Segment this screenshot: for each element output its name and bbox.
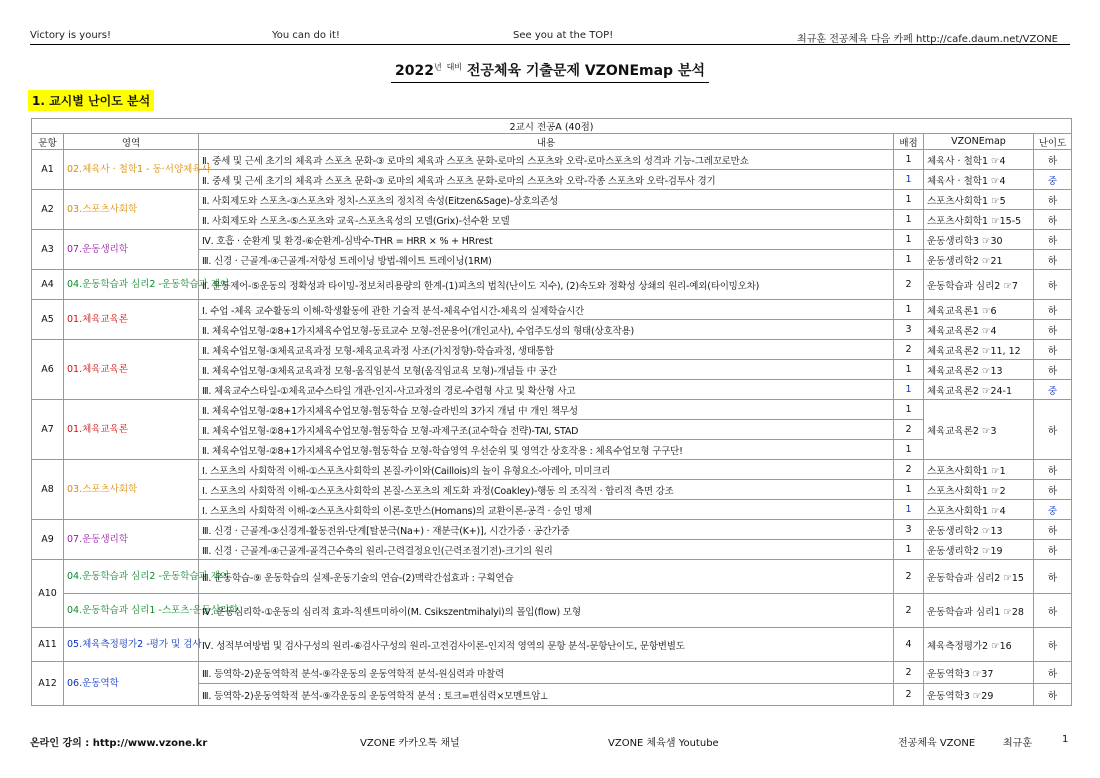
map-cell: 운동학습과 심리2 ☞7	[924, 270, 1034, 300]
score-cell: 1	[894, 400, 924, 420]
area-cell: 03.스포츠사회학	[64, 460, 199, 520]
difficulty-cell: 하	[1034, 400, 1072, 460]
table-row	[32, 628, 1072, 662]
question-number: A9	[32, 520, 64, 560]
score-cell: 1	[894, 440, 924, 460]
map-cell: 운동생리학2 ☞13	[924, 520, 1034, 540]
content-cell: Ⅰ. 스포츠의 사회학적 이해-①스포츠사회학의 본질-카이와(Caillois)의 놀이 유형요소-아레아, 미미크리	[199, 460, 894, 480]
score-cell: 2	[894, 594, 924, 628]
map-cell: 체육교육론2 ☞13	[924, 360, 1034, 380]
difficulty-cell: 하	[1034, 360, 1072, 380]
content-cell: Ⅳ. 호흡 · 순환계 및 환경-⑥순환계-심박수-THR = HRR × % + HRrest	[199, 230, 894, 250]
difficulty-cell: 하	[1034, 340, 1072, 360]
score-cell: 1	[894, 210, 924, 230]
map-cell: 체육측정평가2 ☞16	[924, 628, 1034, 662]
column-headers	[32, 134, 1072, 150]
difficulty-cell: 중	[1034, 170, 1072, 190]
question-number: A2	[32, 190, 64, 230]
map-cell: 운동생리학2 ☞19	[924, 540, 1034, 560]
score-cell: 1	[894, 380, 924, 400]
map-cell: 체육교육론1 ☞6	[924, 300, 1034, 320]
table-row	[32, 594, 1072, 628]
content-cell: Ⅲ. 신경 · 근골계-④근골계-골격근수축의 원리-근력결정요인(근력조절기전)-크기의 원리	[199, 540, 894, 560]
table-row	[32, 190, 1072, 210]
area-cell: 04.운동학습과 심리1 -스포츠·운동심리학	[64, 594, 199, 628]
analysis-table	[31, 118, 1072, 706]
col-map: VZONEmap	[924, 134, 1034, 150]
col-content: 내용	[199, 134, 894, 150]
difficulty-cell: 하	[1034, 320, 1072, 340]
author-name: 최규훈	[1003, 738, 1032, 749]
difficulty-cell: 하	[1034, 628, 1072, 662]
table-row	[32, 520, 1072, 540]
content-cell: Ⅱ. 운동제어-⑤운동의 정확성과 타이밍-정보처리용량의 한계-(1)피츠의 법칙(난이도 지수), (2)속도와 정확성 상쇄의 원리-예외(타이밍오차)	[199, 270, 894, 300]
period-header: 2교시 전공A (40점)	[32, 119, 1072, 134]
section-heading: 1. 교시별 난이도 분석	[28, 90, 154, 111]
question-number: A12	[32, 662, 64, 706]
table-row	[32, 270, 1072, 300]
content-cell: Ⅱ. 중세 및 근세 초기의 체육과 스포츠 문화-③ 로마의 체육과 스포츠 문화-로마의 스포츠와 오락-각종 스포츠와 오락-검투사 경기	[199, 170, 894, 190]
difficulty-cell: 하	[1034, 520, 1072, 540]
area-cell: 04.운동학습과 심리2 -운동학습과 제어	[64, 560, 199, 594]
content-cell: Ⅱ. 체육수업모형-②8+1가지체육수업모형-협동학습 모형-학습영역 우선순위 및 영역간 상호작용 : 체육수업모형 구구단!	[199, 440, 894, 460]
table-row	[32, 662, 1072, 684]
map-cell: 체육교육론2 ☞4	[924, 320, 1034, 340]
content-cell: Ⅱ. 중세 및 근세 초기의 체육과 스포츠 문화-③ 로마의 체육과 스포츠 문화-로마의 스포츠와 오락-로마스포츠의 성격과 기능-그레꼬로만쇼	[199, 150, 894, 170]
content-cell: Ⅰ. 스포츠의 사회학적 이해-①스포츠사회학의 본질-스포츠의 제도화 과정(Coakley)-행동 의 조직적 · 합리적 측면 강조	[199, 480, 894, 500]
content-cell: Ⅲ. 체육교수스타일-①체육교수스타일 개관-인지-사고과정의 경로-수렴형 사고 및 확산형 사고	[199, 380, 894, 400]
score-cell: 2	[894, 460, 924, 480]
question-number: A3	[32, 230, 64, 270]
score-cell: 2	[894, 270, 924, 300]
content-cell: Ⅱ. 체육수업모형-②8+1가지체육수업모형-협동학습 모형-과제구조(교수학습 전략)-TAI, STAD	[199, 420, 894, 440]
content-cell: Ⅰ. 수업 -체육 교수활동의 이해-학생활동에 관한 기술적 분석-체육수업시간-체육의 실제학습시간	[199, 300, 894, 320]
area-cell: 01.체육교육론	[64, 340, 199, 400]
content-cell: Ⅰ. 스포츠의 사회학적 이해-②스포츠사회학의 이론-호만스(Homans)의 교환이론-공격 · 승인 명제	[199, 500, 894, 520]
table-row	[32, 230, 1072, 250]
content-cell: Ⅲ. 신경 · 근골계-④근골계-저항성 트레이닝 방법-웨이트 트레이닝(1RM)	[199, 250, 894, 270]
score-cell: 3	[894, 320, 924, 340]
difficulty-cell: 하	[1034, 460, 1072, 480]
area-cell: 01.체육교육론	[64, 300, 199, 340]
content-cell: Ⅱ. 사회제도와 스포츠-③스포츠와 정치-스포츠의 정치적 속성(Eitzen&Sage)-상호의존성	[199, 190, 894, 210]
map-cell: 운동학습과 심리2 ☞15	[924, 560, 1034, 594]
youtube-channel[interactable]: VZONE 체육샘 Youtube	[608, 738, 719, 749]
area-cell: 03.스포츠사회학	[64, 190, 199, 230]
header-divider	[30, 44, 1070, 45]
online-lecture-link[interactable]: 온라인 강의 : http://www.vzone.kr	[30, 738, 208, 749]
difficulty-cell: 하	[1034, 594, 1072, 628]
score-cell: 1	[894, 300, 924, 320]
content-cell: Ⅱ. 체육수업모형-②8+1가지체육수업모형-협동학습 모형-슬라빈의 3가지 개념 中 개인 책무성	[199, 400, 894, 420]
question-number: A5	[32, 300, 64, 340]
page-footer	[0, 734, 1100, 754]
difficulty-cell: 중	[1034, 380, 1072, 400]
content-cell: Ⅲ. 신경 · 근골계-③신경계-활동전위-단계[탈분극(Na+) · 재분극(K+)], 시간가중 · 공간가중	[199, 520, 894, 540]
map-cell: 체육교육론2 ☞24-1	[924, 380, 1034, 400]
question-number: A11	[32, 628, 64, 662]
table-row	[32, 340, 1072, 360]
score-cell: 1	[894, 480, 924, 500]
area-cell: 04.운동학습과 심리2 -운동학습과 제어	[64, 270, 199, 300]
score-cell: 1	[894, 500, 924, 520]
content-cell: Ⅲ. 운동학습-⑨ 운동학습의 실제-운동기술의 연습-(2)맥락간섭효과 : 구획연습	[199, 560, 894, 594]
content-cell: Ⅱ. 체육수업모형-③체육교육과정 모형-움직임분석 모형(움직임교육 모형)-개념들 中 공간	[199, 360, 894, 380]
question-number: A4	[32, 270, 64, 300]
page-number: 1	[1062, 734, 1069, 745]
difficulty-cell: 하	[1034, 190, 1072, 210]
map-cell: 스포츠사회학1 ☞15-5	[924, 210, 1034, 230]
col-difficulty: 난이도	[1034, 134, 1072, 150]
difficulty-cell: 하	[1034, 250, 1072, 270]
map-cell: 운동역학3 ☞29	[924, 684, 1034, 706]
brand-name: 전공체육 VZONE	[898, 738, 976, 749]
question-number: A6	[32, 340, 64, 400]
table-row	[32, 150, 1072, 170]
cafe-link[interactable]: 최규훈 전공체육 다음 카페 http://cafe.daum.net/VZONE	[797, 34, 1058, 45]
area-cell: 07.운동생리학	[64, 230, 199, 270]
score-cell: 2	[894, 340, 924, 360]
map-cell: 체육사 · 철학1 ☞4	[924, 170, 1034, 190]
difficulty-cell: 하	[1034, 230, 1072, 250]
map-cell: 스포츠사회학1 ☞5	[924, 190, 1034, 210]
content-cell: Ⅱ. 사회제도와 스포츠-⑤스포츠와 교육-스포츠육성의 모델(Grix)-선수환 모델	[199, 210, 894, 230]
col-area: 영역	[64, 134, 199, 150]
table-row	[32, 300, 1072, 320]
area-cell: 01.체육교육론	[64, 400, 199, 460]
score-cell: 1	[894, 360, 924, 380]
question-number: A1	[32, 150, 64, 190]
table-row	[32, 400, 1072, 420]
score-cell: 1	[894, 190, 924, 210]
score-cell: 1	[894, 540, 924, 560]
slogan-1: Victory is yours!	[30, 30, 112, 41]
area-cell: 07.운동생리학	[64, 520, 199, 560]
difficulty-cell: 하	[1034, 300, 1072, 320]
slogan-3: See you at the TOP!	[513, 30, 614, 41]
question-number: A7	[32, 400, 64, 460]
difficulty-cell: 하	[1034, 270, 1072, 300]
map-cell: 스포츠사회학1 ☞2	[924, 480, 1034, 500]
question-number: A8	[32, 460, 64, 520]
map-cell: 체육교육론2 ☞11, 12	[924, 340, 1034, 360]
score-cell: 1	[894, 150, 924, 170]
area-cell: 02.체육사 · 철학1 - 동·서양체육사	[64, 150, 199, 190]
col-question: 문항	[32, 134, 64, 150]
score-cell: 2	[894, 662, 924, 684]
difficulty-cell: 하	[1034, 150, 1072, 170]
score-cell: 1	[894, 250, 924, 270]
map-cell: 운동역학3 ☞37	[924, 662, 1034, 684]
difficulty-cell: 하	[1034, 210, 1072, 230]
map-cell: 운동생리학2 ☞21	[924, 250, 1034, 270]
area-cell: 05.체육측정평가2 -평가 및 검사	[64, 628, 199, 662]
score-cell: 2	[894, 560, 924, 594]
difficulty-cell: 하	[1034, 684, 1072, 706]
table-row	[32, 560, 1072, 594]
content-cell: Ⅳ. 운동심리학-①운동의 심리적 효과-칙센트미하이(M. Csikszentmihalyi)의 몰입(flow) 모형	[199, 594, 894, 628]
kakao-channel[interactable]: VZONE 카카오톡 채널	[360, 738, 460, 749]
difficulty-cell: 하	[1034, 662, 1072, 684]
map-cell: 체육교육론2 ☞3	[924, 400, 1034, 460]
map-cell: 운동학습과 심리1 ☞28	[924, 594, 1034, 628]
difficulty-cell: 하	[1034, 560, 1072, 594]
score-cell: 1	[894, 170, 924, 190]
score-cell: 2	[894, 684, 924, 706]
area-cell: 06.운동역학	[64, 662, 199, 706]
content-cell: Ⅱ. 체육수업모형-③체육교육과정 모형-체육교육과정 사조(가치정향)-학습과정, 생태통합	[199, 340, 894, 360]
page-header	[0, 0, 1100, 44]
map-cell: 체육사 · 철학1 ☞4	[924, 150, 1034, 170]
slogan-2: You can do it!	[272, 30, 340, 41]
score-cell: 1	[894, 230, 924, 250]
content-cell: Ⅲ. 등역학-2)운동역학적 분석-⑨각운동의 운동역학적 분석-원심력과 마찰력	[199, 662, 894, 684]
map-cell: 스포츠사회학1 ☞1	[924, 460, 1034, 480]
map-cell: 운동생리학3 ☞30	[924, 230, 1034, 250]
score-cell: 2	[894, 420, 924, 440]
content-cell: Ⅱ. 체육수업모형-②8+1가지체육수업모형-동료교수 모형-전문용어(개인교사), 수업주도성의 형태(상호작용)	[199, 320, 894, 340]
difficulty-cell: 하	[1034, 480, 1072, 500]
table-row	[32, 460, 1072, 480]
question-number: A10	[32, 560, 64, 628]
map-cell: 스포츠사회학1 ☞4	[924, 500, 1034, 520]
difficulty-cell: 중	[1034, 500, 1072, 520]
content-cell: Ⅳ. 성적부여방법 및 검사구성의 원리-⑥검사구성의 원리-고전검사이론-인지적 영역의 문항 분석-문항난이도, 문항변별도	[199, 628, 894, 662]
page-title: $2022^년$ $^{대비}$ 전공체육 기출문제 VZONEmap 분석	[0, 60, 1100, 83]
score-cell: 4	[894, 628, 924, 662]
col-score: 배점	[894, 134, 924, 150]
score-cell: 3	[894, 520, 924, 540]
content-cell: Ⅲ. 등역학-2)운동역학적 분석-⑨각운동의 운동역학적 분석 : 토크=편심력×모멘트암⊥	[199, 684, 894, 706]
difficulty-cell: 하	[1034, 540, 1072, 560]
